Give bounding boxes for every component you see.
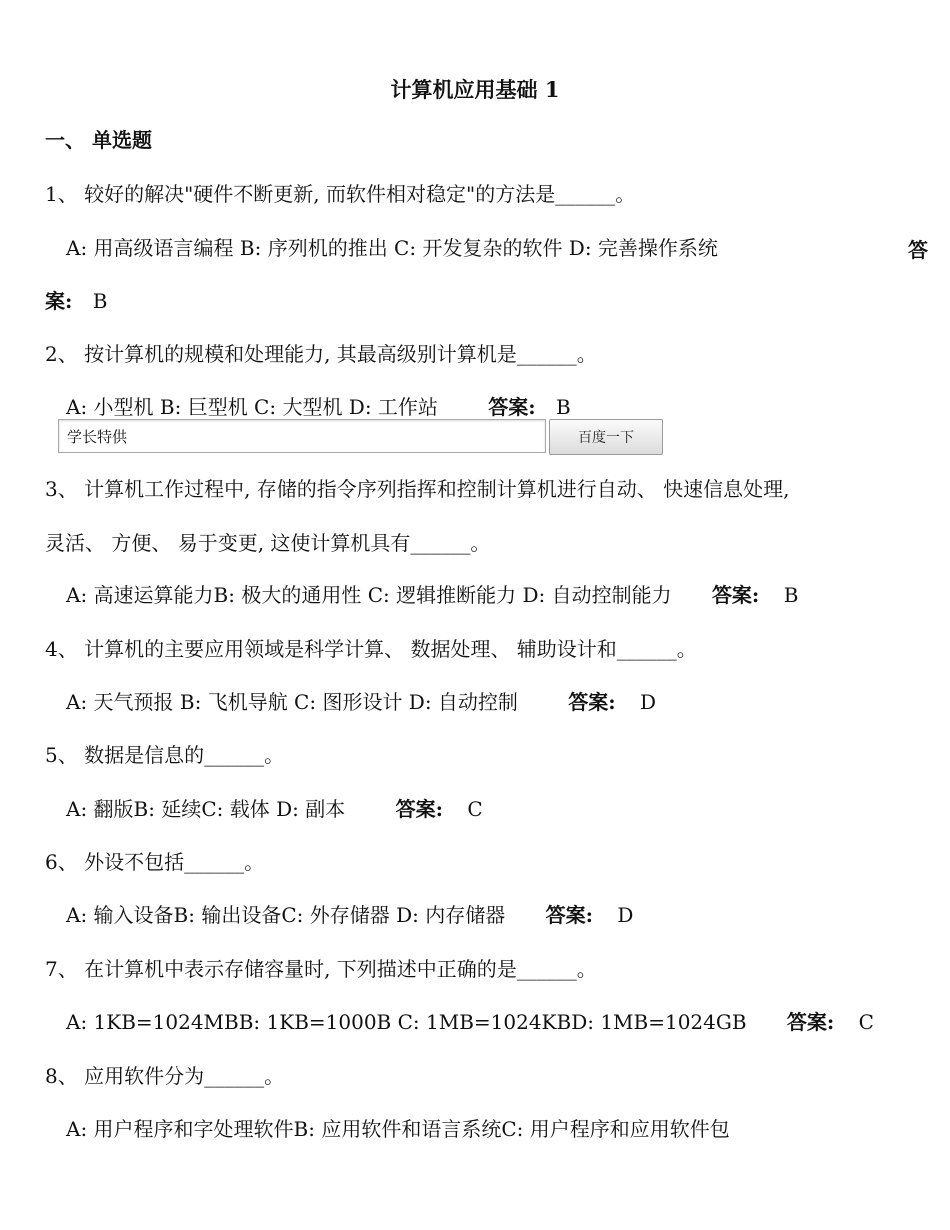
question-8-options: A: 用户程序和字处理软件B: 应用软件和语言系统C: 用户程序和应用软件包 <box>66 1117 730 1141</box>
question-3-options: A: 高速运算能力B: 极大的通用性 C: 逻辑推断能力 D: 自动控制能力 <box>66 583 672 607</box>
question-4-options-row <box>66 688 656 716</box>
question-4-answer-label: 答案: <box>568 690 616 714</box>
question-1: 1、 较好的解决"硬件不断更新, 而软件相对稳定"的方法是______。 <box>45 182 636 206</box>
search-input-value: 学长特供 <box>67 428 128 446</box>
question-6: 6、 外设不包括______。 <box>45 850 265 874</box>
question-5: 5、 数据是信息的______。 <box>45 743 285 767</box>
question-3-answer-label: 答案: <box>711 583 760 607</box>
question-5-options: A: 翻版B: 延续C: 载体 D: 副本 <box>66 797 346 821</box>
question-3-options-row <box>66 581 798 609</box>
page-title: 计算机应用基础 1 <box>390 77 560 102</box>
question-5-answer-value: C <box>467 797 483 821</box>
question-1-answer-label-part2: 案: <box>45 289 73 313</box>
question-6-answer-label: 答案: <box>545 903 593 927</box>
question-5-answer-label: 答案: <box>395 797 443 821</box>
section-heading: 一、 单选题 <box>45 128 152 152</box>
question-2-answer-value: B <box>556 395 571 419</box>
question-7-options: A: 1KB=1024MBB: 1KB=1000B C: 1MB=1024KBD: 1MB=1024GB <box>66 1010 747 1034</box>
question-8: 8、 应用软件分为______。 <box>45 1064 285 1088</box>
question-1-answer-label-part1: 答 <box>908 238 928 262</box>
question-6-options-row <box>66 901 633 929</box>
search-button[interactable]: 百度一下 <box>549 419 663 455</box>
question-1-answer <box>45 287 107 315</box>
question-1-answer-value: B <box>92 289 108 313</box>
question-3-line2: 灵活、 方便、 易于变更, 这使计算机具有______。 <box>45 531 491 555</box>
question-3-line1: 3、 计算机工作过程中, 存储的指令序列指挥和控制计算机进行自动、 快速信息处理, <box>45 477 790 501</box>
question-7-answer-value: C <box>858 1010 874 1034</box>
question-4: 4、 计算机的主要应用领域是科学计算、 数据处理、 辅助设计和______。 <box>45 637 697 661</box>
question-7: 7、 在计算机中表示存储容量时, 下列描述中正确的是______。 <box>45 957 597 981</box>
question-4-options: A: 天气预报 B: 飞机导航 C: 图形设计 D: 自动控制 <box>66 690 518 714</box>
search-input[interactable] <box>58 419 546 453</box>
question-6-answer-value: D <box>617 903 634 927</box>
question-5-options-row <box>66 795 483 823</box>
question-2-answer-label: 答案: <box>488 395 536 419</box>
question-4-answer-value: D <box>640 690 657 714</box>
question-2: 2、 按计算机的规模和处理能力, 其最高级别计算机是______。 <box>45 342 597 366</box>
question-1-options: A: 用高级语言编程 B: 序列机的推出 C: 开发复杂的软件 D: 完善操作系统 <box>66 236 718 260</box>
question-7-answer-label: 答案: <box>786 1010 835 1034</box>
question-2-options-row <box>66 393 571 421</box>
question-6-options: A: 输入设备B: 输出设备C: 外存储器 D: 内存储器 <box>66 903 506 927</box>
question-3-answer-value: B <box>783 583 799 607</box>
question-2-options: A: 小型机 B: 巨型机 C: 大型机 D: 工作站 <box>66 395 438 419</box>
question-7-options-row <box>66 1008 874 1036</box>
